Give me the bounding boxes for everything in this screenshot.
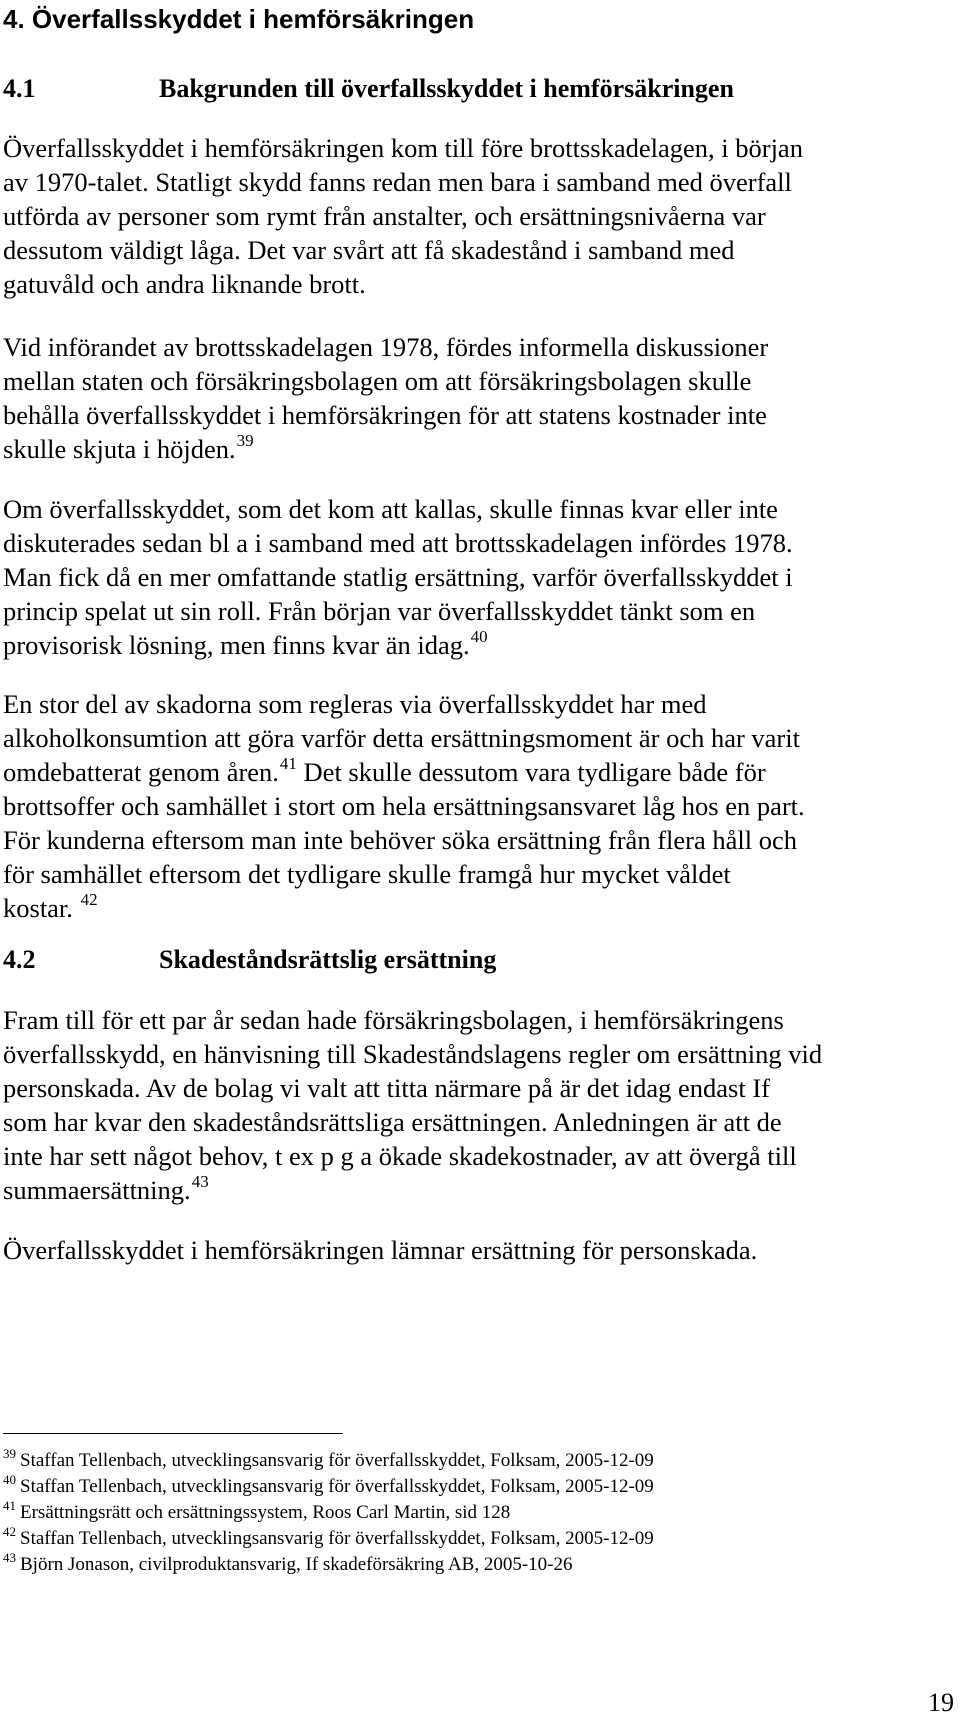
text-segment: kostar. [3, 893, 73, 923]
section-number: 4.1 [3, 74, 36, 103]
text-line: gatuvåld och andra liknande brott. [3, 269, 366, 299]
paragraph-3 [3, 492, 953, 662]
section-heading-4-2 [3, 943, 496, 977]
footnote-number: 40 [3, 1472, 16, 1487]
footnote-ref-39[interactable]: 39 [236, 431, 254, 450]
chapter-heading: 4. Överfallsskyddet i hemförsäkringen [3, 4, 475, 34]
text-line: överfallsskydd, en hänvisning till Skadeståndslagens regler om ersättning vid [3, 1039, 823, 1069]
text-line [3, 755, 953, 789]
paragraph-1 [3, 131, 953, 301]
text-line: Överfallsskyddet i hemförsäkringen kom till före brottsskadelagen, i början [3, 133, 803, 163]
text-segment: skulle skjuta i höjden. [3, 434, 236, 464]
paragraph-6 [3, 1233, 953, 1267]
text-segment: omdebatterat genom åren. [3, 757, 279, 787]
text-line: brottsoffer och samhället i stort om hela ersättningsansvaret låg hos en part. [3, 791, 805, 821]
footnote-text: Staffan Tellenbach, utvecklingsansvarig för överfallsskyddet, Folksam, 2005-12-09 [20, 1476, 654, 1497]
text-line: princip spelat ut sin roll. Från början var överfallsskyddet tänkt som en [3, 596, 756, 626]
footnote-39 [3, 1448, 953, 1474]
footnote-text: Staffan Tellenbach, utvecklingsansvarig för överfallsskyddet, Folksam, 2005-12-09 [20, 1528, 654, 1549]
text-line [3, 891, 953, 925]
footnote-43 [3, 1552, 953, 1578]
section-title: Bakgrunden till överfallsskyddet i hemförsäkringen [159, 74, 734, 103]
footnote-ref-43[interactable]: 43 [191, 1172, 209, 1191]
text-line: En stor del av skadorna som regleras via överfallsskyddet har med [3, 689, 707, 719]
text-line: som har kvar den skadeståndsrättsliga ersättningen. Anledningen är att de [3, 1107, 782, 1137]
text-line: behålla överfallsskyddet i hemförsäkringen för att statens kostnader inte [3, 400, 767, 430]
text-line: alkoholkonsumtion att göra varför detta ersättningsmoment är och har varit [3, 723, 800, 753]
text-line: Överfallsskyddet i hemförsäkringen lämnar ersättning för personskada. [3, 1235, 758, 1265]
footnote-number: 39 [3, 1446, 16, 1461]
footnote-text: Ersättningsrätt och ersättningssystem, Roos Carl Martin, sid 128 [20, 1502, 511, 1523]
text-line: mellan staten och försäkringsbolagen om att försäkringsbolagen skulle [3, 366, 752, 396]
footnote-42 [3, 1526, 953, 1552]
footnote-41 [3, 1500, 953, 1526]
text-line [3, 628, 953, 662]
footnote-number: 42 [3, 1524, 16, 1539]
footnote-ref-40[interactable]: 40 [470, 627, 488, 646]
section-title: Skadeståndsrättslig ersättning [159, 945, 497, 974]
text-segment: summaersättning. [3, 1175, 191, 1205]
text-line: utförda av personer som rymt från anstalter, och ersättningsnivåerna var [3, 201, 766, 231]
text-line: Om överfallsskyddet, som det kom att kallas, skulle finnas kvar eller inte [3, 494, 778, 524]
text-line: för samhället eftersom det tydligare skulle framgå hur mycket våldet [3, 859, 731, 889]
footnote-text: Björn Jonason, civilproduktansvarig, If skadeförsäkring AB, 2005-10-26 [20, 1554, 573, 1575]
text-line: diskuterades sedan bl a i samband med att brottsskadelagen infördes 1978. [3, 528, 793, 558]
paragraph-4 [3, 687, 953, 925]
section-heading-4-1 [3, 72, 734, 106]
text-line [3, 432, 953, 466]
text-line: personskada. Av de bolag vi valt att titta närmare på är det idag endast If [3, 1073, 770, 1103]
text-line: Fram till för ett par år sedan hade försäkringsbolagen, i hemförsäkringens [3, 1005, 784, 1035]
text-line [3, 1173, 953, 1207]
footnote-ref-42[interactable]: 42 [80, 890, 98, 909]
text-line: För kunderna eftersom man inte behöver söka ersättning från flera håll och [3, 825, 797, 855]
footnotes [3, 1448, 953, 1578]
text-line: dessutom väldigt låga. Det var svårt att få skadestånd i samband med [3, 235, 735, 265]
text-segment: Det skulle dessutom vara tydligare både för [296, 757, 766, 787]
text-segment: provisorisk lösning, men finns kvar än idag. [3, 630, 470, 660]
footnote-number: 43 [3, 1550, 16, 1565]
text-line: inte har sett något behov, t ex p g a ökade skadekostnader, av att övergå till [3, 1141, 797, 1171]
footnote-number: 41 [3, 1498, 16, 1513]
footnote-40 [3, 1474, 953, 1500]
paragraph-5 [3, 1003, 953, 1207]
text-line: Vid införandet av brottsskadelagen 1978, fördes informella diskussioner [3, 332, 769, 362]
paragraph-2 [3, 330, 953, 466]
text-line: Man fick då en mer omfattande statlig ersättning, varför överfallsskyddet i [3, 562, 793, 592]
page-number: 19 [928, 1688, 954, 1717]
footnote-separator [3, 1433, 343, 1434]
section-number: 4.2 [3, 945, 36, 974]
footnote-text: Staffan Tellenbach, utvecklingsansvarig för överfallsskyddet, Folksam, 2005-12-09 [20, 1450, 654, 1471]
footnote-ref-41[interactable]: 41 [279, 754, 297, 773]
text-line: av 1970-talet. Statligt skydd fanns redan men bara i samband med överfall [3, 167, 792, 197]
